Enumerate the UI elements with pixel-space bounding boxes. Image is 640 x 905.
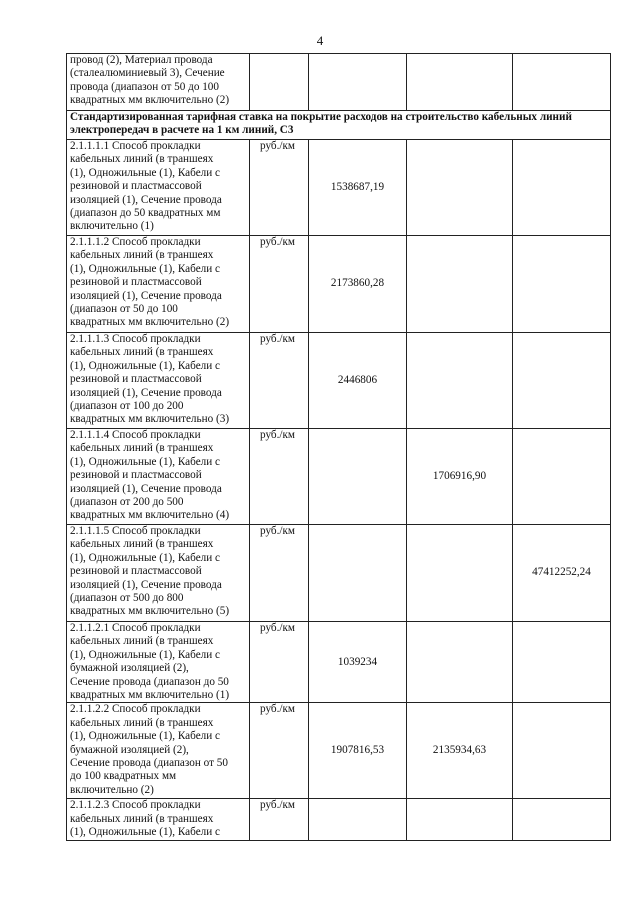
table-row <box>67 703 611 799</box>
value-cell: 47412252,24 <box>513 525 611 622</box>
value-cell <box>513 799 611 840</box>
row-description: 2.1.1.1.1 Способ прокладки кабельных линий (в траншеях (1), Одножильные (1), Кабели с резиновой и пластмассовой изоляцией (1), Сечение провода (диапазон до 50 квадратных мм включительно (1) <box>67 140 250 236</box>
value-cell: 1538687,19 <box>309 140 407 236</box>
row-description: 2.1.1.2.3 Способ прокладки кабельных линий (в траншеях (1), Одножильные (1), Кабели с <box>67 799 250 840</box>
value-cell <box>513 140 611 236</box>
value-cell <box>513 333 611 429</box>
unit-cell: руб./км <box>250 429 309 525</box>
unit-cell: руб./км <box>250 333 309 429</box>
table-row <box>67 429 611 525</box>
value-cell: 2135934,63 <box>407 703 513 799</box>
value-cell <box>513 429 611 525</box>
unit-cell: руб./км <box>250 799 309 840</box>
section-header-row <box>67 111 611 140</box>
table-row <box>67 54 611 111</box>
row-description: 2.1.1.1.2 Способ прокладки кабельных линий (в траншеях (1), Одножильные (1), Кабели с резиновой и пластмассовой изоляцией (1), Сечение провода (диапазон от 50 до 100 квадратных мм включительно (2) <box>67 236 250 333</box>
value-cell <box>309 429 407 525</box>
value-cell <box>513 622 611 703</box>
row-description: 2.1.1.2.2 Способ прокладки кабельных линий (в траншеях (1), Одножильные (1), Кабели с бумажной изоляцией (2), Сечение провода (диапазон от 50 до 100 квадратных мм включительно (2) <box>67 703 250 799</box>
value-cell <box>407 622 513 703</box>
value-cell: 2173860,28 <box>309 236 407 333</box>
section-header: Стандартизированная тарифная ставка на покрытие расходов на строительство кабельных линий электропередач в расчете на 1 км линий, С3 <box>67 111 611 140</box>
value-cell <box>513 236 611 333</box>
value-cell <box>513 703 611 799</box>
unit-cell: руб./км <box>250 140 309 236</box>
value-cell <box>407 333 513 429</box>
value-cell: 1039234 <box>309 622 407 703</box>
table-row <box>67 333 611 429</box>
row-description: 2.1.1.2.1 Способ прокладки кабельных линий (в траншеях (1), Одножильные (1), Кабели с бумажной изоляцией (2), Сечение провода (диапазон до 50 квадратных мм включительно (1) <box>67 622 250 703</box>
value-cell <box>407 140 513 236</box>
table-row <box>67 799 611 840</box>
table-row <box>67 525 611 622</box>
value-cell <box>513 54 611 111</box>
value-cell <box>407 799 513 840</box>
table-row <box>67 622 611 703</box>
row-description: 2.1.1.1.3 Способ прокладки кабельных линий (в траншеях (1), Одножильные (1), Кабели с резиновой и пластмассовой изоляцией (1), Сечение провода (диапазон от 100 до 200 квадратных мм включительно (3) <box>67 333 250 429</box>
value-cell: 2446806 <box>309 333 407 429</box>
row-description: 2.1.1.1.4 Способ прокладки кабельных линий (в траншеях (1), Одножильные (1), Кабели с резиновой и пластмассовой изоляцией (1), Сечение провода (диапазон от 200 до 500 квадратных мм включительно (4) <box>67 429 250 525</box>
value-cell <box>407 525 513 622</box>
value-cell <box>309 54 407 111</box>
value-cell <box>407 236 513 333</box>
table-row <box>67 236 611 333</box>
unit-cell <box>250 54 309 111</box>
unit-cell: руб./км <box>250 622 309 703</box>
value-cell <box>309 525 407 622</box>
unit-cell: руб./км <box>250 236 309 333</box>
value-cell: 1907816,53 <box>309 703 407 799</box>
value-cell <box>309 799 407 840</box>
row-description: провод (2), Материал провода (сталеалюминиевый 3), Сечение провода (диапазон от 50 до 100 квадратных мм включительно (2) <box>67 54 250 111</box>
unit-cell: руб./км <box>250 525 309 622</box>
row-description: 2.1.1.1.5 Способ прокладки кабельных линий (в траншеях (1), Одножильные (1), Кабели с резиновой и пластмассовой изоляцией (1), Сечение провода (диапазон от 500 до 800 квадратных мм включительно (5) <box>67 525 250 622</box>
page-number: 4 <box>316 33 324 48</box>
tariff-table <box>66 53 611 841</box>
value-cell <box>407 54 513 111</box>
unit-cell: руб./км <box>250 703 309 799</box>
table-row <box>67 140 611 236</box>
value-cell: 1706916,90 <box>407 429 513 525</box>
